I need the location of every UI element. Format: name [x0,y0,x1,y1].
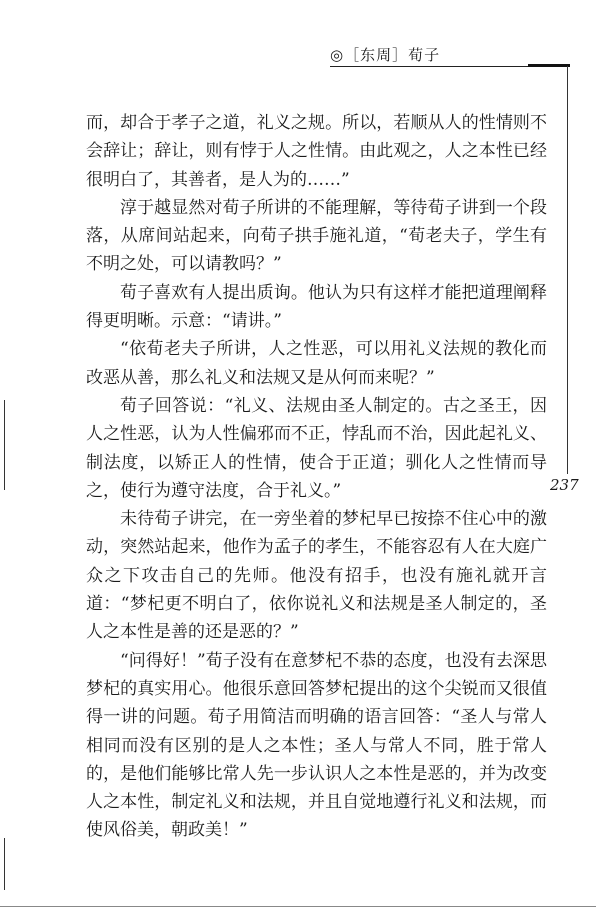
body-text [86,109,547,845]
paragraph: 而，却合于孝子之道，礼义之规。所以，若顺从人的性情则不会辞让；辞让，则有悖于人之性情。由此观之，人之本性已经很明白了，其善者，是人为的……” [86,113,547,190]
header-title: ◎［东周］荀子 [330,46,441,64]
left-margin-mark [4,838,5,890]
paragraph: 荀子回答说：“礼义、法规由圣人制定的。古之圣王，因人之性恶，认为人性偏邪而不正，悖乱而不治，因此起礼义、制法度，以矫正人的性情，使合于正道；驯化人之性情而导之，使行为遵守法度，合于礼义。” [86,395,547,501]
paragraph: 荀子喜欢有人提出质询。他认为只有这样才能把道理阐释得更明晰。示意：“请讲。” [86,282,547,332]
paragraph: 未待荀子讲完，在一旁坐着的梦杞早已按捺不住心中的激动，突然站起来，他作为孟子的孝生，不能容忍有人在大庭广众之下攻击自己的先师。他没有招手，也没有施礼就开言道：“梦杞更不明白了，依你说礼义和法规是圣人制定的，圣人之本性是善的还是恶的？” [86,509,547,643]
paragraph: “问得好！”荀子没有在意梦杞不恭的态度，也没有去深思梦杞的真实用心。他很乐意回答梦杞提出的这个尖锐而又很值得一讲的问题。荀子用简洁而明确的语言回答：“圣人与常人相同而没有区别的是人之本性；圣人与常人不同，胜于常人的，是他们能够比常人先一步认识人之本性是恶的，并为改变人之本性，制定礼义和法规，并且自觉地遵行礼义和法规，而使风俗美，朝政美！” [86,650,547,841]
header-rule [330,66,528,67]
paragraph: 淳于越显然对荀子所讲的不能理解，等待荀子讲到一个段落，从席间站起来，向荀子拱手施礼道，“荀老夫子，学生有不明之处，可以请教吗？” [86,197,547,275]
bottom-rule [0,906,596,907]
running-header [330,44,560,66]
page-number: 237 [550,476,579,494]
left-margin-mark [4,400,5,490]
right-margin-rule [567,66,568,474]
paragraph: “依荀老夫子所讲，人之性恶，可以用礼义法规的教化而改恶从善，那么礼义和法规又是从何而来呢？” [86,339,547,388]
header-thick-rule [528,64,570,67]
